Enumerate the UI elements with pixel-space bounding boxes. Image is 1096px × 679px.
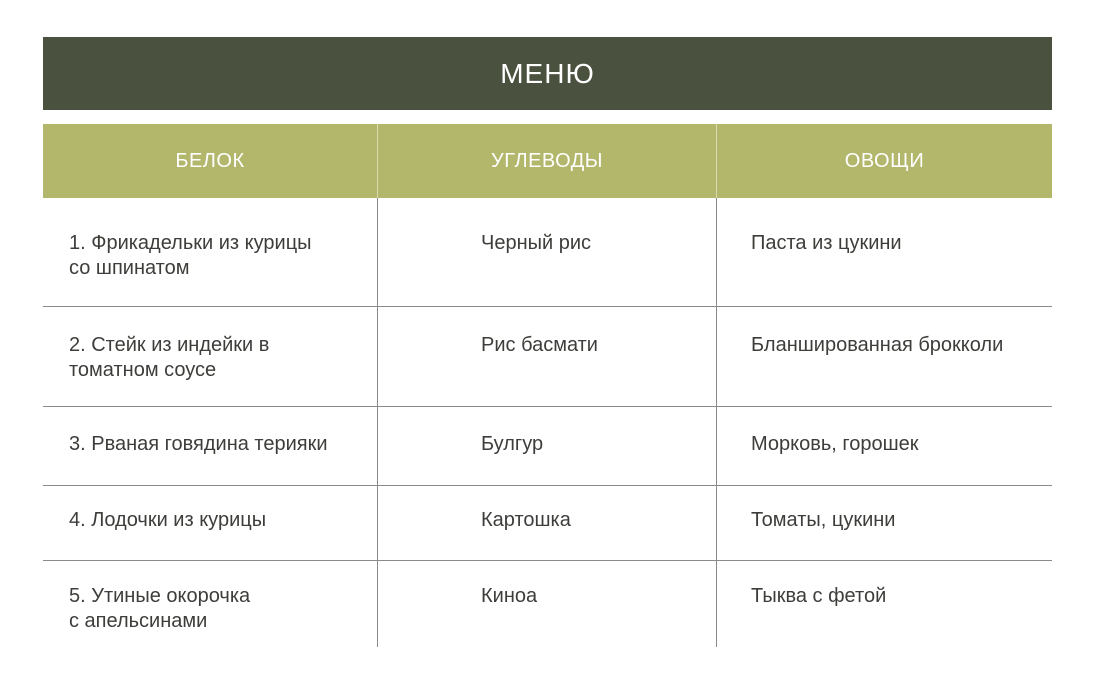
carbs-cell: Черный рис (377, 198, 716, 306)
protein-text: со шпинатом (69, 257, 190, 279)
vegetables-cell: Тыква с фетой (716, 561, 1052, 647)
protein-cell (43, 307, 377, 406)
column-header-protein: БЕЛОК (175, 149, 245, 172)
protein-text: 3. Рваная говядина терияки (69, 433, 328, 455)
carbs-cell: Булгур (377, 407, 716, 485)
table-row (43, 486, 1052, 561)
protein-text: 5. Утиные окорочка (69, 585, 251, 607)
table-row (43, 561, 1052, 647)
vegetables-cell: Морковь, горошек (716, 407, 1052, 485)
table-row (43, 307, 1052, 407)
protein-text: с апельсинами (69, 610, 208, 632)
column-header-carbs: УГЛЕВОДЫ (377, 124, 716, 198)
protein-text: 4. Лодочки из курицы (69, 509, 267, 531)
vegetables-cell: Томаты, цукини (716, 486, 1052, 560)
carbs-cell: Картошка (377, 486, 716, 560)
column-header-vegetables: ОВОЩИ (716, 124, 1052, 198)
table-header (43, 124, 1052, 198)
table-row (43, 407, 1052, 486)
protein-text: 2. Стейк из индейки в (69, 334, 270, 356)
protein-cell (43, 198, 377, 306)
protein-cell (43, 407, 377, 485)
protein-text: 1. Фрикадельки из курицы (69, 232, 312, 254)
carbs-cell: Киноа (377, 561, 716, 647)
menu-table (43, 124, 1052, 647)
vegetables-cell: Паста из цукини (716, 198, 1052, 306)
protein-cell (43, 486, 377, 560)
table-row (43, 198, 1052, 307)
vegetables-cell: Бланшированная брокколи (716, 307, 1052, 406)
protein-cell (43, 561, 377, 647)
protein-text: томатном соусе (69, 359, 217, 381)
carbs-cell: Рис басмати (377, 307, 716, 406)
menu-title: МЕНЮ (43, 37, 1052, 110)
